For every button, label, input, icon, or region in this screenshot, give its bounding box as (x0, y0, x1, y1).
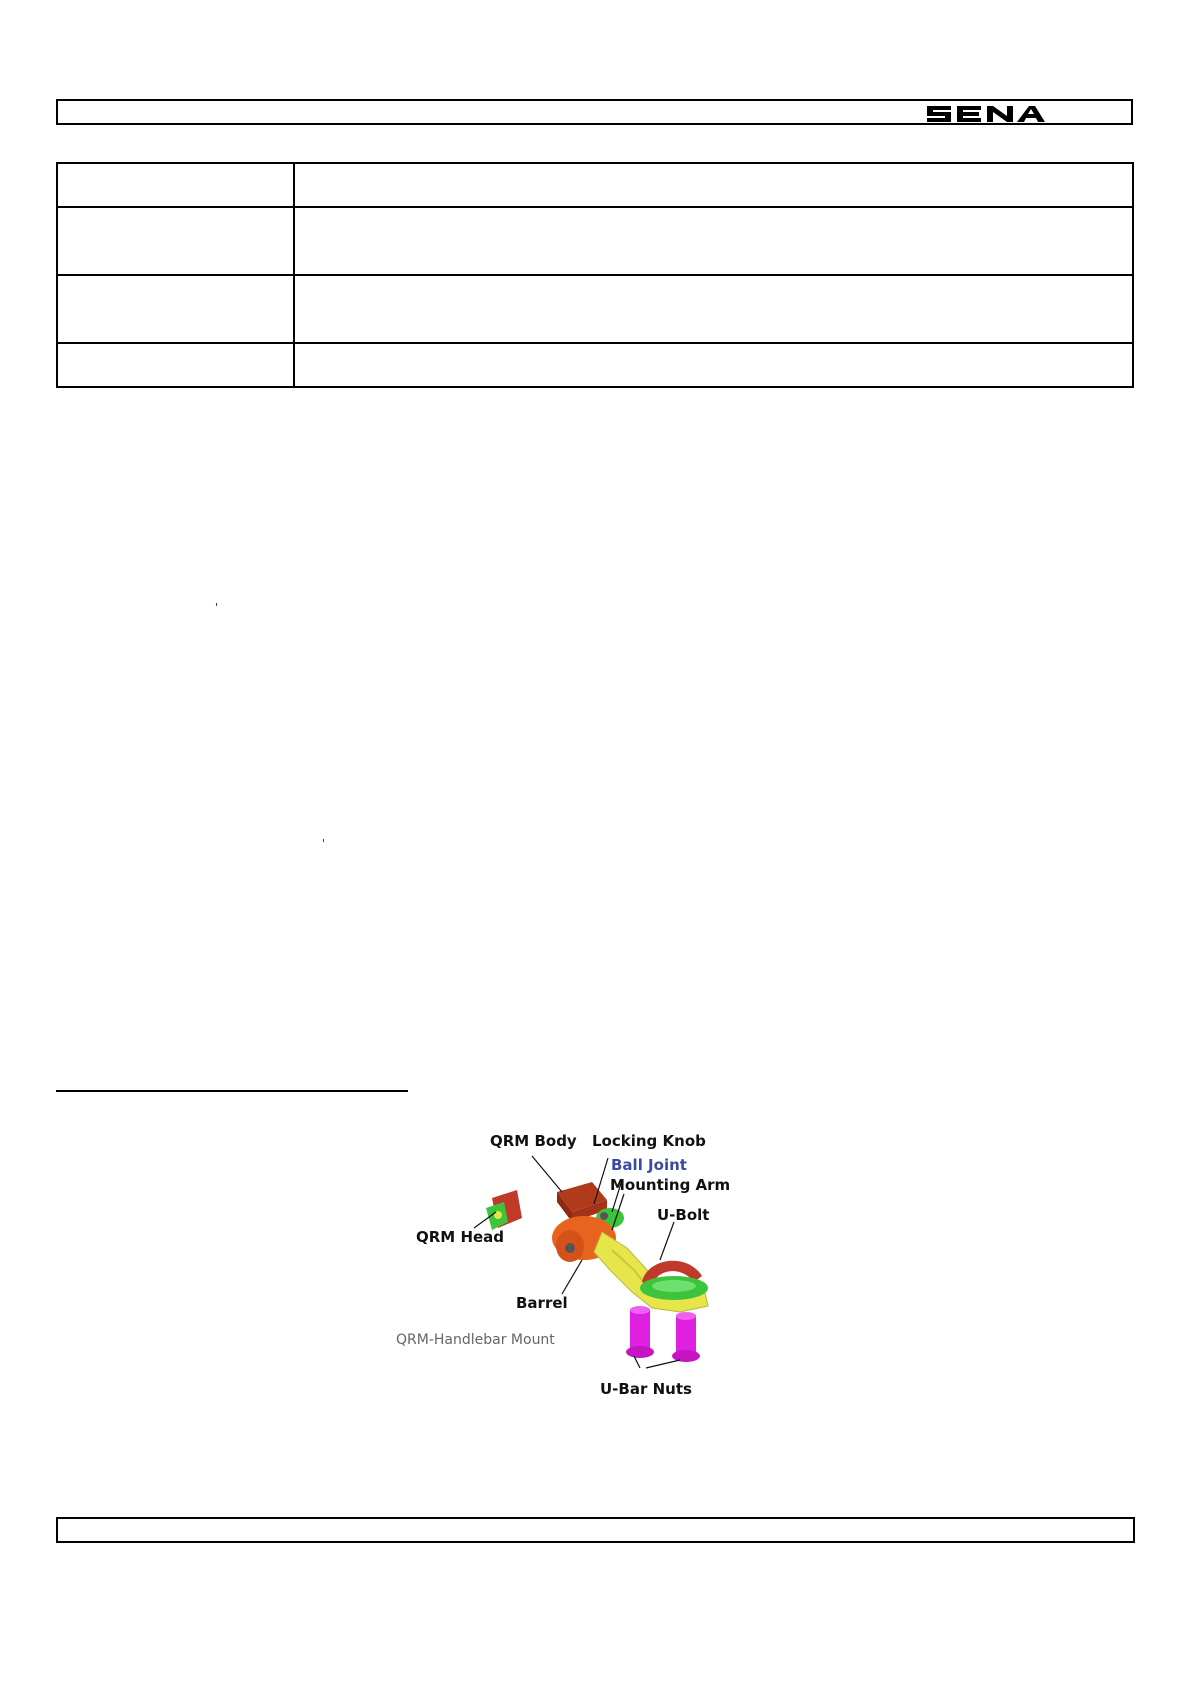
label-u-bar-nuts: U-Bar Nuts (600, 1380, 692, 1398)
table-cell-value (294, 207, 1133, 275)
sena-logo (925, 103, 1045, 125)
table-row (57, 275, 1133, 343)
scan-artifact (216, 603, 217, 606)
sena-logo-mark (925, 103, 1045, 125)
qrm-head-part (486, 1190, 522, 1230)
table-cell-value (294, 343, 1133, 387)
table-cell-value (294, 275, 1133, 343)
table-cell-label (57, 343, 294, 387)
table-cell-label (57, 163, 294, 207)
label-locking-knob: Locking Knob (592, 1132, 706, 1150)
u-bar-nuts-part (626, 1306, 700, 1362)
label-qrm-head: QRM Head (416, 1228, 505, 1246)
u-bolt-part (640, 1261, 708, 1300)
qrm-handlebar-mount-figure (396, 1120, 782, 1410)
figure-caption: QRM-Handlebar Mount (396, 1332, 555, 1348)
label-ball-joint: Ball Joint (611, 1156, 687, 1174)
label-qrm-body: QRM Body (490, 1132, 577, 1150)
label-mounting-arm: Mounting Arm (610, 1176, 731, 1194)
table-cell-label (57, 207, 294, 275)
spec-table (56, 162, 1134, 388)
table-cell-value (294, 163, 1133, 207)
scan-artifact (323, 839, 324, 842)
table-row (57, 207, 1133, 275)
table-row (57, 163, 1133, 207)
table-row (57, 343, 1133, 387)
table-cell-label (57, 275, 294, 343)
section-heading-underline (56, 1090, 408, 1092)
label-barrel: Barrel (516, 1294, 568, 1312)
mount-illustration (412, 1120, 782, 1410)
page-footer (56, 1517, 1135, 1543)
page-header (56, 99, 1133, 125)
label-u-bolt: U-Bolt (657, 1206, 710, 1224)
